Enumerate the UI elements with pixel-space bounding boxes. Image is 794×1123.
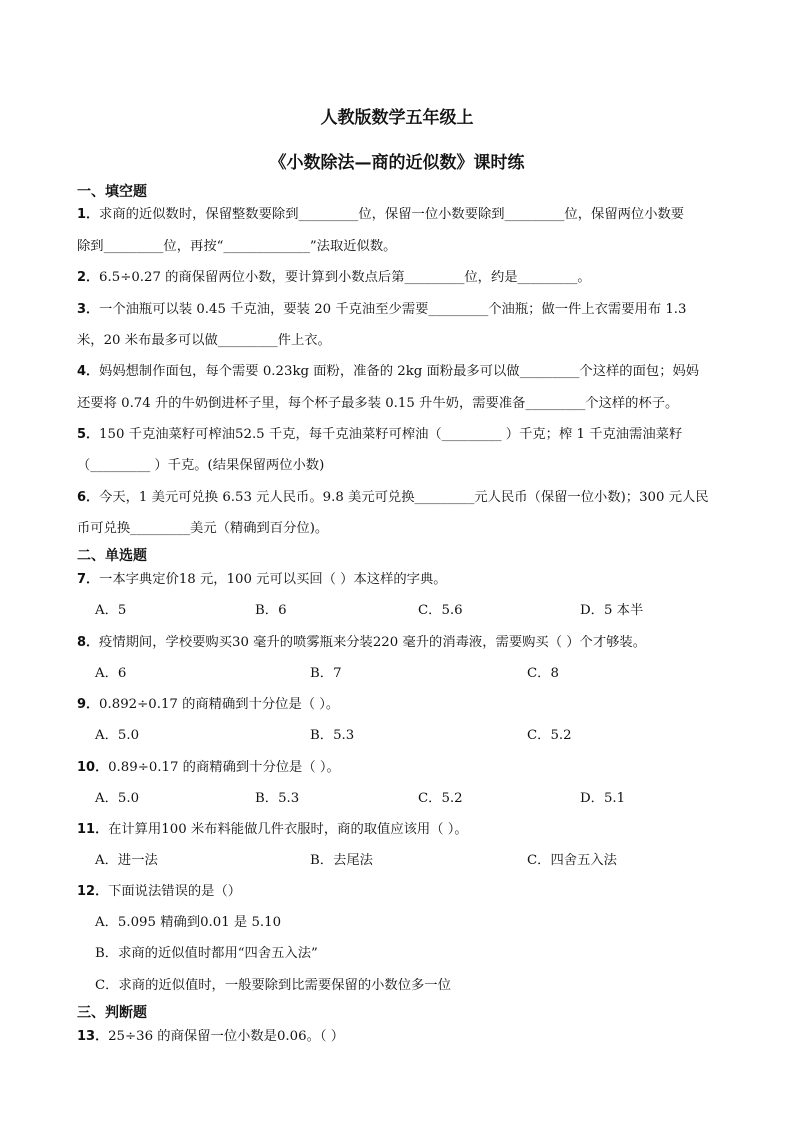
q10-option-c[interactable]: C．5.2 [418,791,463,806]
q7-option-b[interactable]: B．6 [255,603,287,618]
question-text: 疫情期间，学校要购买30 毫升的喷雾瓶来分装220 毫升的消毒液，需要购买（ ）个才够装。 [99,635,647,650]
question-11 [77,820,468,840]
question-text: 150 千克油菜籽可榨油52.5 千克，每千克油菜籽可榨油（_________ ）千克；榨 1 千克油需油菜籽 [99,427,683,442]
question-number: 1． [77,207,100,222]
section-heading-choice: 二、单选题 [77,548,147,564]
question-3-line-2: 米，20 米布最多可以做_________件上衣。 [77,333,331,348]
q10-option-a[interactable]: A．5.0 [95,791,140,806]
q7-option-c[interactable]: C．5.6 [418,603,463,618]
question-text: 一本字典定价18 元，100 元可以买回（ ）本这样的字典。 [99,572,447,587]
question-12 [77,882,241,902]
q12-option-c[interactable]: C．求商的近似值时，一般要除到比需要保留的小数位多一位 [95,978,451,993]
question-number: 5． [77,427,100,442]
page-title: 人教版数学五年级上 [320,108,474,128]
question-number: 9． [77,697,100,712]
question-number: 8． [77,635,100,650]
question-9 [77,695,339,715]
q10-option-b[interactable]: B．5.3 [255,791,300,806]
question-1-line-1 [77,205,684,225]
question-text: 一个油瓶可以装 0.45 千克油，要装 20 千克油至少需要_________个油瓶；做一件上衣需要用布 1.3 [99,302,687,317]
question-text: 0.892÷0.17 的商精确到十分位是（ ）。 [99,697,340,712]
question-8 [77,633,646,653]
question-number: 7． [77,572,100,587]
section-heading-fill: 一、填空题 [77,184,147,200]
q12-option-a[interactable]: A．5.095 精确到0.01 是 5.10 [95,915,282,930]
question-text: 6.5÷0.27 的商保留两位小数，要计算到小数点后第_________位，约是_________。 [99,270,591,285]
question-number: 3． [77,302,100,317]
q11-option-a[interactable]: A．进一法 [95,853,158,868]
question-number: 10． [77,760,109,775]
q11-option-b[interactable]: B．去尾法 [310,853,373,868]
q7-option-d[interactable]: D．5 本半 [580,603,644,618]
question-6-line-2: 币可兑换_________美元（精确到百分位)。 [77,521,329,536]
question-1-line-2: 除到_________位，再按“_____________”法取近似数。 [77,239,397,254]
q11-option-c[interactable]: C．四舍五入法 [527,853,617,868]
question-number: 11． [77,822,109,837]
question-6-line-1 [77,488,709,508]
question-number: 4． [77,364,100,379]
question-13 [77,1027,344,1047]
question-text: 在计算用100 米布料能做几件衣服时，商的取值应该用（ ）。 [108,822,468,837]
q9-option-c[interactable]: C．5.2 [527,728,572,743]
question-number: 2． [77,270,100,285]
question-7 [77,570,447,590]
q8-option-c[interactable]: C．8 [527,666,559,681]
question-number: 6． [77,490,100,505]
question-text: 今天，1 美元可兑换 6.53 元人民币。9.8 美元可兑换_________元人民币（保留一位小数)；300 元人民 [99,490,709,505]
q8-option-b[interactable]: B．7 [310,666,342,681]
question-text: 25÷36 的商保留一位小数是0.06。（ ） [108,1029,345,1044]
question-number: 13． [77,1029,109,1044]
question-4-line-2: 还要将 0.74 升的牛奶倒进杯子里，每个杯子最多装 0.15 升牛奶，需要准备_________个这样的杯子。 [77,396,679,411]
question-number: 12． [77,884,109,899]
question-text: 下面说法错误的是（） [108,884,242,899]
question-2 [77,268,591,288]
page-subtitle: 《小数除法—商的近似数》课时练 [269,153,525,173]
question-text: 求商的近似数时，保留整数要除到_________位，保留一位小数要除到_________位，保留两位小数要 [99,207,685,222]
q9-option-b[interactable]: B．5.3 [310,728,355,743]
q12-option-b[interactable]: B．求商的近似值时都用“四舍五入法” [95,946,318,961]
question-5-line-1 [77,425,682,445]
q7-option-a[interactable]: A．5 [95,603,127,618]
q9-option-a[interactable]: A．5.0 [95,728,140,743]
question-3-line-1 [77,300,687,320]
question-5-line-2: （_________ ）千克。(结果保留两位小数) [77,458,325,473]
q10-option-d[interactable]: D．5.1 [580,791,626,806]
question-10 [77,758,340,778]
question-text: 0.89÷0.17 的商精确到十分位是（ ）。 [108,760,340,775]
q8-option-a[interactable]: A．6 [95,666,127,681]
question-text: 妈妈想制作面包，每个需要 0.23kg 面粉，准备的 2kg 面粉最多可以做_________个这样的面包；妈妈 [99,364,700,379]
question-4-line-1 [77,362,699,382]
section-heading-judge: 三、判断题 [77,1005,147,1021]
